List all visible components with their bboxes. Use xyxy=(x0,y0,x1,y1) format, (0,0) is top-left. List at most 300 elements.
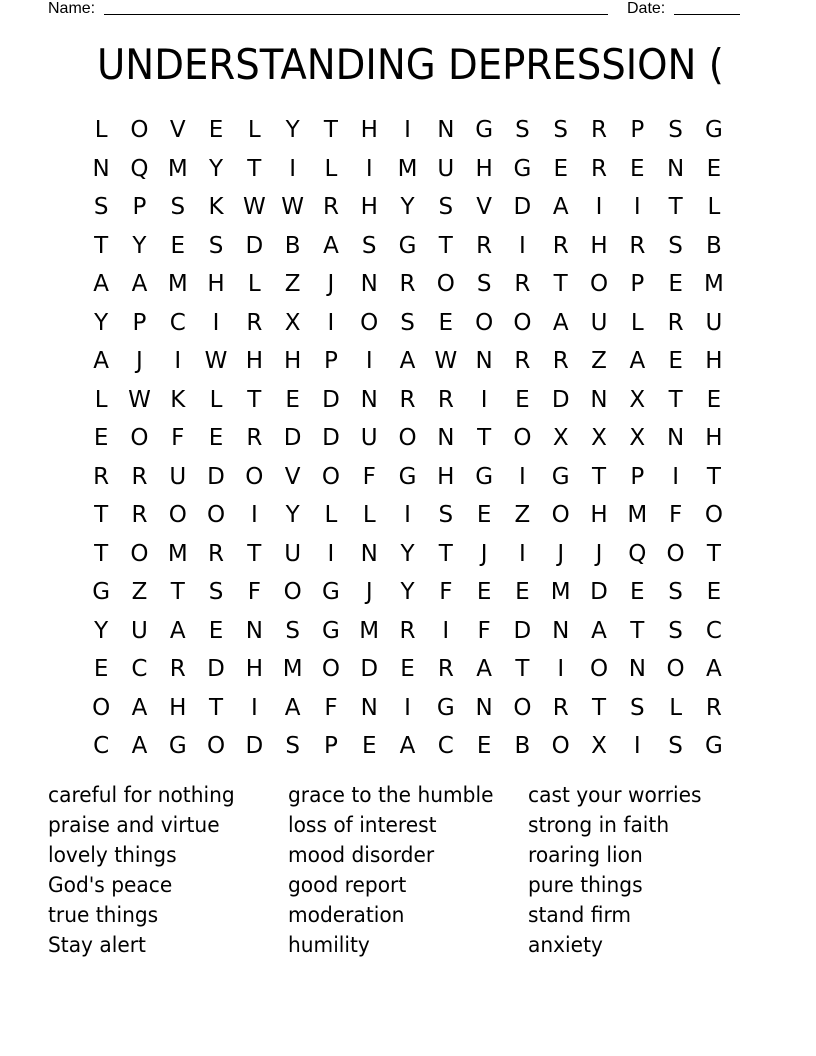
grid-letter[interactable]: C xyxy=(169,309,186,336)
grid-letter[interactable]: D xyxy=(590,579,608,606)
grid-letter[interactable]: E xyxy=(476,733,492,760)
grid-letter[interactable]: C xyxy=(93,733,110,760)
grid-letter[interactable]: A xyxy=(552,194,569,221)
grid-letter[interactable]: R xyxy=(322,194,339,221)
grid-letter[interactable]: J xyxy=(327,271,335,298)
grid-letter[interactable]: O xyxy=(245,463,264,490)
grid-letter[interactable]: M xyxy=(703,271,724,298)
grid-letter[interactable]: R xyxy=(399,617,416,644)
grid-letter[interactable]: S xyxy=(361,232,377,259)
grid-letter[interactable]: R xyxy=(552,694,569,721)
grid-letter[interactable]: R xyxy=(131,463,148,490)
grid-letter[interactable]: S xyxy=(285,617,300,644)
grid-letter[interactable]: A xyxy=(131,271,148,298)
grid-letter[interactable]: I xyxy=(480,386,488,413)
grid-letter[interactable]: H xyxy=(245,348,263,375)
grid-letter[interactable]: T xyxy=(591,694,607,721)
grid-letter[interactable]: A xyxy=(476,656,492,683)
grid-letter[interactable]: O xyxy=(92,694,111,721)
grid-letter[interactable]: P xyxy=(323,348,338,375)
grid-letter[interactable]: O xyxy=(321,463,340,490)
grid-letter[interactable]: U xyxy=(360,425,378,452)
grid-letter[interactable]: I xyxy=(519,232,526,259)
grid-letter[interactable]: Y xyxy=(94,617,109,644)
grid-letter[interactable]: E xyxy=(438,309,454,336)
grid-letter[interactable]: A xyxy=(323,232,339,259)
grid-letter[interactable]: N xyxy=(360,694,378,721)
grid-letter[interactable]: S xyxy=(93,194,109,221)
grid-letter[interactable]: U xyxy=(169,463,187,490)
grid-letter[interactable]: Y xyxy=(400,540,415,567)
grid-letter[interactable]: O xyxy=(168,502,187,529)
grid-letter[interactable]: C xyxy=(131,656,148,683)
word-search-grid xyxy=(82,111,734,766)
grid-letter[interactable]: A xyxy=(284,694,301,721)
grid-letter[interactable]: N xyxy=(475,694,493,721)
grid-letter[interactable]: P xyxy=(323,733,338,760)
grid-letter[interactable]: F xyxy=(247,579,261,606)
grid-letter[interactable]: R xyxy=(476,232,493,259)
grid-letter[interactable]: R xyxy=(131,502,148,529)
grid-letter[interactable]: F xyxy=(668,502,683,529)
grid-letter[interactable]: O xyxy=(130,540,149,567)
grid-letter[interactable]: U xyxy=(590,309,608,336)
grid-letter[interactable]: J xyxy=(557,540,565,567)
header xyxy=(48,0,740,18)
grid-letter[interactable]: E xyxy=(208,425,224,452)
grid-letter[interactable]: Z xyxy=(514,502,531,529)
grid-letter[interactable]: H xyxy=(705,425,723,452)
grid-letter[interactable]: D xyxy=(322,425,340,452)
grid-letter[interactable]: H xyxy=(283,348,302,375)
grid-letter[interactable]: W xyxy=(128,386,151,413)
grid-letter[interactable]: E xyxy=(668,348,683,375)
grid-letter[interactable]: I xyxy=(250,502,258,529)
grid-letter[interactable]: D xyxy=(207,656,225,683)
grid-letter[interactable]: A xyxy=(629,348,646,375)
grid-letter[interactable]: P xyxy=(630,463,645,490)
grid-letter[interactable]: I xyxy=(327,309,335,336)
grid-letter[interactable]: S xyxy=(208,232,224,259)
grid-letter[interactable]: O xyxy=(436,271,455,298)
grid-letter[interactable]: G xyxy=(398,232,417,259)
grid-letter[interactable]: W xyxy=(281,194,304,221)
grid-letter[interactable]: I xyxy=(365,155,373,182)
grid-letter[interactable]: T xyxy=(94,502,109,529)
grid-letter[interactable]: H xyxy=(360,194,378,221)
grid-letter[interactable]: E xyxy=(93,425,109,452)
grid-letter[interactable]: Y xyxy=(209,155,224,182)
grid-letter[interactable]: I xyxy=(633,733,641,760)
grid-letter[interactable]: I xyxy=(595,194,603,221)
grid-letter[interactable]: T xyxy=(477,425,492,452)
grid-letter[interactable]: H xyxy=(360,117,378,144)
grid-letter[interactable]: G xyxy=(322,617,340,644)
grid-letter[interactable]: S xyxy=(668,117,683,144)
grid-letter[interactable]: T xyxy=(668,194,683,221)
grid-letter[interactable]: N xyxy=(628,656,646,683)
grid-letter[interactable]: M xyxy=(167,540,188,567)
grid-letter[interactable]: S xyxy=(630,694,645,721)
grid-letter[interactable]: L xyxy=(324,502,338,529)
grid-letter[interactable]: O xyxy=(130,117,149,144)
grid-letter[interactable]: F xyxy=(324,694,338,721)
grid-letter[interactable]: S xyxy=(476,271,492,298)
grid-letter[interactable]: T xyxy=(94,540,109,567)
grid-letter[interactable]: D xyxy=(551,386,570,413)
grid-letter[interactable]: T xyxy=(247,540,262,567)
grid-letter[interactable]: J xyxy=(595,540,603,567)
grid-letter[interactable]: T xyxy=(247,386,262,413)
grid-letter[interactable]: O xyxy=(551,502,570,529)
grid-letter[interactable]: N xyxy=(360,271,378,298)
grid-letter[interactable]: G xyxy=(704,117,723,144)
grid-letter[interactable]: E xyxy=(400,656,415,683)
grid-letter[interactable]: E xyxy=(208,117,224,144)
grid-letter[interactable]: X xyxy=(552,425,569,452)
name-field-line[interactable] xyxy=(104,14,608,15)
grid-letter[interactable]: A xyxy=(591,617,607,644)
grid-letter[interactable]: L xyxy=(669,694,683,721)
grid-letter[interactable]: Y xyxy=(132,232,147,259)
grid-letter[interactable]: Y xyxy=(94,309,109,336)
grid-letter[interactable]: S xyxy=(285,733,300,760)
grid-letter[interactable]: N xyxy=(245,617,263,644)
grid-letter[interactable]: A xyxy=(131,733,148,760)
grid-letter[interactable]: Y xyxy=(285,502,300,529)
grid-letter[interactable]: H xyxy=(207,271,225,298)
grid-letter[interactable]: C xyxy=(437,733,454,760)
grid-letter[interactable]: O xyxy=(551,733,570,760)
grid-letter[interactable]: G xyxy=(475,117,494,144)
grid-letter[interactable]: U xyxy=(131,617,148,644)
grid-letter[interactable]: B xyxy=(514,733,531,760)
grid-letter[interactable]: S xyxy=(553,117,569,144)
grid-letter[interactable]: L xyxy=(247,117,261,144)
grid-letter[interactable]: L xyxy=(209,386,223,413)
grid-letter[interactable]: F xyxy=(171,425,185,452)
grid-letter[interactable]: V xyxy=(284,463,301,490)
grid-letter[interactable]: D xyxy=(322,386,340,413)
grid-letter[interactable]: I xyxy=(519,463,526,490)
grid-letter[interactable]: O xyxy=(513,694,532,721)
grid-letter[interactable]: G xyxy=(92,579,111,606)
grid-letter[interactable]: O xyxy=(513,425,532,452)
grid-letter[interactable]: Q xyxy=(130,155,149,182)
grid-letter[interactable]: O xyxy=(475,309,494,336)
grid-letter[interactable]: H xyxy=(590,502,608,529)
grid-letter[interactable]: M xyxy=(167,155,188,182)
grid-letter[interactable]: G xyxy=(168,733,187,760)
grid-letter[interactable]: O xyxy=(666,540,685,567)
grid-letter[interactable]: T xyxy=(323,117,338,144)
grid-letter[interactable]: E xyxy=(553,155,568,182)
grid-row xyxy=(82,727,734,766)
grid-letter[interactable]: E xyxy=(515,579,530,606)
grid-letter[interactable]: I xyxy=(289,155,297,182)
grid-letter[interactable]: O xyxy=(513,309,532,336)
grid-letter[interactable]: N xyxy=(360,386,378,413)
word-item: stand firm xyxy=(528,903,632,927)
grid-letter[interactable]: X xyxy=(629,425,646,452)
grid-letter[interactable]: G xyxy=(322,579,340,606)
grid-letter[interactable]: Y xyxy=(400,579,415,606)
grid-letter[interactable]: T xyxy=(438,232,453,259)
grid-row xyxy=(82,650,734,689)
grid-letter[interactable]: N xyxy=(92,155,110,182)
grid-letter[interactable]: B xyxy=(284,232,301,259)
grid-letter[interactable]: K xyxy=(170,386,186,413)
grid-letter[interactable]: D xyxy=(513,194,532,221)
grid-letter[interactable]: I xyxy=(442,617,450,644)
grid-letter[interactable]: P xyxy=(132,194,147,221)
grid-letter[interactable]: G xyxy=(398,463,417,490)
grid-letter[interactable]: J xyxy=(365,579,373,606)
grid-letter[interactable]: T xyxy=(591,463,607,490)
grid-letter[interactable]: X xyxy=(591,425,607,452)
grid-letter[interactable]: E xyxy=(706,155,722,182)
grid-letter[interactable]: V xyxy=(169,117,186,144)
grid-letter[interactable]: R xyxy=(514,271,531,298)
grid-letter[interactable]: A xyxy=(93,271,110,298)
grid-letter[interactable]: Z xyxy=(284,271,301,298)
grid-letter[interactable]: O xyxy=(130,425,149,452)
grid-letter[interactable]: E xyxy=(515,386,530,413)
grid-letter[interactable]: E xyxy=(93,656,109,683)
grid-letter[interactable]: I xyxy=(327,540,335,567)
grid-letter[interactable]: K xyxy=(208,194,224,221)
grid-letter[interactable]: R xyxy=(552,348,569,375)
grid-letter[interactable]: Q xyxy=(628,540,647,567)
grid-letter[interactable]: R xyxy=(169,656,186,683)
grid-letter[interactable]: A xyxy=(552,309,569,336)
grid-letter[interactable]: I xyxy=(519,540,526,567)
grid-letter[interactable]: S xyxy=(668,579,683,606)
grid-letter[interactable]: S xyxy=(438,194,454,221)
grid-letter[interactable]: I xyxy=(672,463,679,490)
grid-letter[interactable]: I xyxy=(212,309,220,336)
grid-letter[interactable]: D xyxy=(360,656,379,683)
grid-letter[interactable]: N xyxy=(437,117,455,144)
grid-letter[interactable]: L xyxy=(324,155,338,182)
grid-letter[interactable]: E xyxy=(476,502,492,529)
grid-letter[interactable]: A xyxy=(399,348,416,375)
grid-letter[interactable]: X xyxy=(629,386,646,413)
grid-letter[interactable]: S xyxy=(208,579,224,606)
grid-letter[interactable]: O xyxy=(589,271,609,298)
grid-letter[interactable]: F xyxy=(439,579,453,606)
grid-letter[interactable]: O xyxy=(360,309,379,336)
grid-letter[interactable]: R xyxy=(208,540,225,567)
grid-letter[interactable]: N xyxy=(360,540,378,567)
grid-letter[interactable]: Y xyxy=(400,194,415,221)
grid-letter[interactable]: T xyxy=(247,155,262,182)
grid-letter[interactable]: R xyxy=(246,425,263,452)
grid-letter[interactable]: E xyxy=(706,579,722,606)
grid-letter[interactable]: I xyxy=(174,348,182,375)
grid-letter[interactable]: Y xyxy=(285,117,300,144)
grid-letter[interactable]: G xyxy=(513,155,532,182)
grid-letter[interactable]: O xyxy=(704,502,723,529)
grid-letter[interactable]: T xyxy=(668,386,683,413)
grid-letter[interactable]: F xyxy=(362,463,376,490)
grid-letter[interactable]: R xyxy=(437,386,454,413)
grid-letter[interactable]: D xyxy=(513,617,532,644)
grid-letter[interactable]: E xyxy=(668,271,683,298)
grid-letter[interactable]: M xyxy=(167,271,188,298)
grid-letter[interactable]: S xyxy=(668,617,683,644)
grid-letter[interactable]: E xyxy=(630,155,645,182)
grid-letter[interactable]: R xyxy=(552,232,569,259)
word-bank xyxy=(48,780,768,960)
grid-letter[interactable]: L xyxy=(630,309,644,336)
grid-letter[interactable]: G xyxy=(436,694,455,721)
grid-letter[interactable]: L xyxy=(94,117,108,144)
grid-letter[interactable]: L xyxy=(362,502,376,529)
grid-letter[interactable]: R xyxy=(399,271,416,298)
grid-letter[interactable]: E xyxy=(361,733,377,760)
grid-letter[interactable]: M xyxy=(627,502,648,529)
grid-letter[interactable]: R xyxy=(629,232,646,259)
grid-letter[interactable]: T xyxy=(209,694,224,721)
grid-letter[interactable]: I xyxy=(365,348,373,375)
grid-row xyxy=(82,689,734,728)
grid-letter[interactable]: E xyxy=(285,386,300,413)
grid-letter[interactable]: S xyxy=(668,733,683,760)
grid-letter[interactable]: O xyxy=(321,656,340,683)
grid-letter[interactable]: R xyxy=(514,348,531,375)
grid-letter[interactable]: U xyxy=(437,155,455,182)
grid-letter[interactable]: T xyxy=(706,463,721,490)
grid-letter[interactable]: P xyxy=(630,271,645,298)
grid-letter[interactable]: A xyxy=(399,733,416,760)
grid-letter[interactable]: H xyxy=(475,155,493,182)
grid-letter[interactable]: T xyxy=(706,540,721,567)
grid-letter[interactable]: D xyxy=(283,425,302,452)
grid-letter[interactable]: V xyxy=(476,194,492,221)
grid-letter[interactable]: T xyxy=(630,617,645,644)
grid-letter[interactable]: L xyxy=(94,386,108,413)
grid-letter[interactable]: T xyxy=(94,232,109,259)
grid-letter[interactable]: E xyxy=(476,579,492,606)
grid-letter[interactable]: R xyxy=(437,656,454,683)
grid-letter[interactable]: S xyxy=(515,117,530,144)
grid-letter[interactable]: I xyxy=(557,656,565,683)
grid-letter[interactable]: U xyxy=(284,540,302,567)
grid-letter[interactable]: S xyxy=(400,309,415,336)
grid-letter[interactable]: I xyxy=(404,502,411,529)
grid-letter[interactable]: A xyxy=(131,694,148,721)
grid-letter[interactable]: E xyxy=(706,386,722,413)
grid-letter[interactable]: S xyxy=(170,194,186,221)
grid-letter[interactable]: B xyxy=(706,232,722,259)
grid-letter[interactable]: R xyxy=(399,386,416,413)
grid-letter[interactable]: M xyxy=(397,155,418,182)
grid-letter[interactable]: E xyxy=(630,579,645,606)
grid-letter[interactable]: U xyxy=(705,309,723,336)
grid-letter[interactable]: R xyxy=(591,155,607,182)
grid-letter[interactable]: S xyxy=(438,502,454,529)
grid-letter[interactable]: R xyxy=(93,463,110,490)
grid-letter[interactable]: T xyxy=(553,271,568,298)
grid-letter[interactable]: O xyxy=(589,656,609,683)
grid-letter[interactable]: N xyxy=(666,155,685,182)
grid-letter[interactable]: M xyxy=(550,579,571,606)
grid-letter[interactable]: L xyxy=(247,271,261,298)
grid-letter[interactable]: G xyxy=(551,463,570,490)
grid-letter[interactable]: I xyxy=(404,694,411,721)
grid-letter[interactable]: N xyxy=(552,617,570,644)
grid-letter[interactable]: Z xyxy=(131,579,148,606)
grid-letter[interactable]: W xyxy=(434,348,458,375)
grid-letter[interactable]: X xyxy=(284,309,301,336)
grid-letter[interactable]: I xyxy=(404,117,411,144)
grid-letter[interactable]: T xyxy=(438,540,453,567)
grid-letter[interactable]: O xyxy=(206,733,226,760)
grid-letter[interactable]: R xyxy=(667,309,684,336)
grid-letter[interactable]: G xyxy=(475,463,494,490)
grid-letter[interactable]: W xyxy=(204,348,228,375)
grid-letter[interactable]: E xyxy=(208,617,224,644)
grid-letter[interactable]: L xyxy=(707,194,721,221)
grid-letter[interactable]: S xyxy=(668,232,683,259)
grid-letter[interactable]: H xyxy=(437,463,455,490)
grid-letter[interactable]: J xyxy=(480,540,488,567)
grid-letter[interactable]: P xyxy=(630,117,645,144)
grid-letter[interactable]: Z xyxy=(591,348,607,375)
grid-letter[interactable]: N xyxy=(437,425,455,452)
grid-letter[interactable]: M xyxy=(359,617,380,644)
grid-letter[interactable]: T xyxy=(170,579,185,606)
grid-letter[interactable]: P xyxy=(132,309,147,336)
grid-letter[interactable]: A xyxy=(93,348,110,375)
grid-letter[interactable]: D xyxy=(245,232,264,259)
grid-letter[interactable]: R xyxy=(591,117,607,144)
grid-letter[interactable]: H xyxy=(169,694,187,721)
word-item: anxiety xyxy=(528,933,603,957)
grid-letter[interactable]: I xyxy=(633,194,641,221)
grid-letter[interactable]: F xyxy=(477,617,491,644)
grid-letter[interactable]: E xyxy=(170,232,186,259)
grid-letter[interactable]: N xyxy=(666,425,685,452)
grid-letter[interactable]: G xyxy=(704,733,723,760)
grid-letter[interactable]: X xyxy=(591,733,607,760)
grid-letter[interactable]: N xyxy=(590,386,608,413)
grid-letter[interactable]: A xyxy=(169,617,186,644)
grid-letter[interactable]: D xyxy=(207,463,225,490)
grid-letter[interactable]: A xyxy=(706,656,722,683)
grid-letter[interactable]: O xyxy=(206,502,226,529)
grid-letter[interactable]: H xyxy=(705,348,723,375)
grid-letter[interactable]: M xyxy=(282,656,303,683)
grid-letter[interactable]: R xyxy=(705,694,722,721)
grid-row xyxy=(82,573,734,612)
grid-letter[interactable]: O xyxy=(398,425,417,452)
grid-letter[interactable]: D xyxy=(245,733,264,760)
grid-letter[interactable]: W xyxy=(242,194,266,221)
grid-letter[interactable]: H xyxy=(245,656,263,683)
grid-letter[interactable]: O xyxy=(283,579,302,606)
grid-letter[interactable]: O xyxy=(666,656,685,683)
grid-letter[interactable]: T xyxy=(515,656,530,683)
grid-letter[interactable]: R xyxy=(246,309,263,336)
grid-letter[interactable]: N xyxy=(475,348,493,375)
grid-letter[interactable]: H xyxy=(590,232,608,259)
grid-letter[interactable]: I xyxy=(250,694,258,721)
grid-letter[interactable]: J xyxy=(136,348,143,375)
grid-letter[interactable]: C xyxy=(705,617,722,644)
date-field-line[interactable] xyxy=(674,14,740,15)
